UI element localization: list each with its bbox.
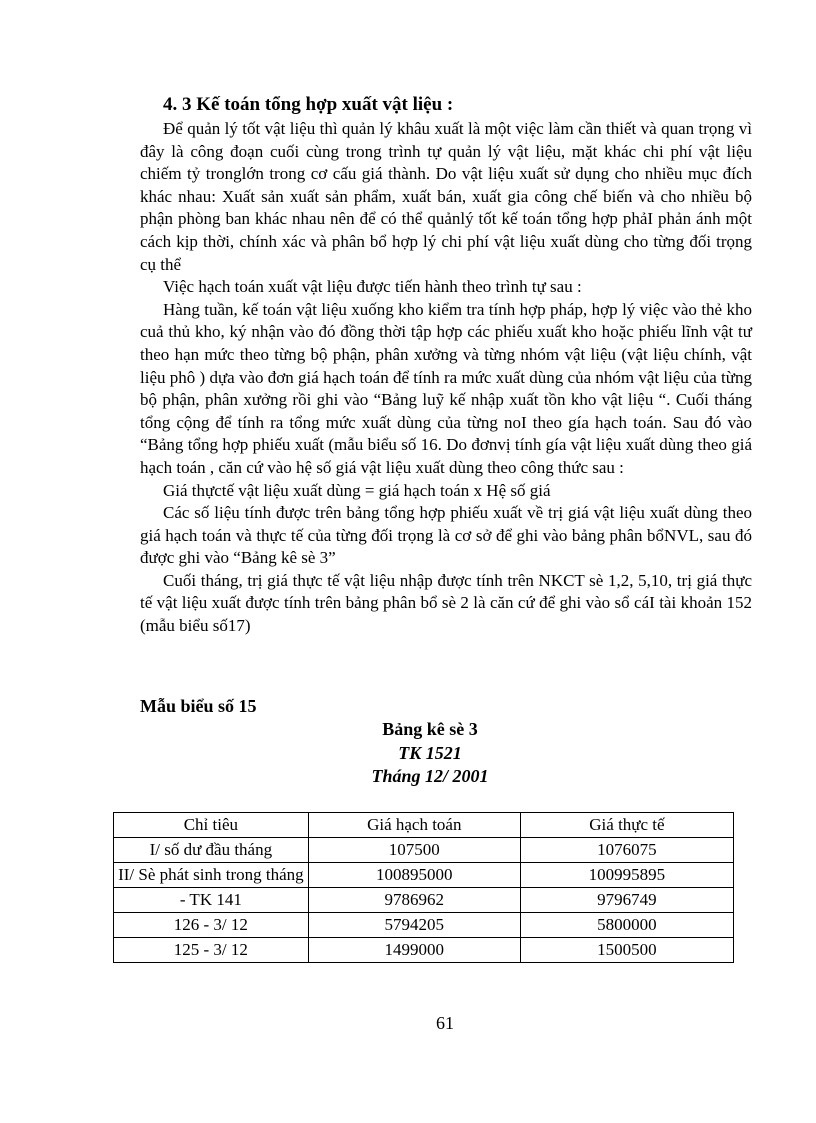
table-header-row: [114, 813, 734, 838]
table-cell: - TK 141: [114, 888, 309, 913]
table-cell: 9786962: [308, 888, 520, 913]
table-cell: 1499000: [308, 938, 520, 963]
paragraph: Việc hạch toán xuất vật liệu được tiến hành theo trình tự sau :: [163, 277, 582, 297]
table-cell: 100895000: [308, 863, 520, 888]
table-account: TK 1521: [398, 743, 462, 763]
table-cell: 9796749: [520, 888, 733, 913]
table-cell: 100995895: [520, 863, 733, 888]
form-label: Mẫu biểu số 15: [140, 696, 257, 716]
table-cell: 1500500: [520, 938, 733, 963]
column-header: Giá thực tế: [520, 813, 733, 838]
table-row: [114, 913, 734, 938]
paragraph: Giá thựctế vật liệu xuất dùng = giá hạch toán x Hệ số giá: [163, 480, 551, 500]
table-period: Tháng 12/ 2001: [371, 766, 489, 786]
page-number: 61: [436, 1013, 454, 1033]
table-cell: I/ số dư đầu tháng: [114, 838, 309, 863]
table-cell: 1076075: [520, 838, 733, 863]
table-row: [114, 888, 734, 913]
table-cell: 125 - 3/ 12: [114, 938, 309, 963]
paragraph: Cuối tháng, trị giá thực tế vật liệu nhập được tính trên NKCT sè 1,2, 5,10, trị giá thực tế vật liệu xuất được tính trên bảng phân bổ sè 2 là căn cứ để ghi vào sổ cáI tài khoản 152 (mẫu biểu số17): [140, 570, 752, 636]
table-row: [114, 863, 734, 888]
column-header: Chỉ tiêu: [114, 813, 309, 838]
section-heading: 4. 3 Kế toán tổng hợp xuất vật liệu :: [163, 94, 454, 115]
table-cell: 5800000: [520, 913, 733, 938]
table-cell: II/ Sè phát sinh trong tháng: [114, 863, 309, 888]
table-title: Bảng kê sè 3: [382, 719, 478, 739]
table-cell: 5794205: [308, 913, 520, 938]
table-row: [114, 838, 734, 863]
table-cell: 126 - 3/ 12: [114, 913, 309, 938]
column-header: Giá hạch toán: [308, 813, 520, 838]
paragraph: Để quản lý tốt vật liệu thì quản lý khâu xuất là một việc làm cần thiết và quan trọng vì đây là công đoạn cuối cùng trong trình tự quản lý vật liệu, mặt khác chi phí vật liệu chiếm tỷ tronglớn trong cơ cấu giá thành. Do vật liệu xuất sử dụng cho nhiều mục đích khác nhau: Xuất sản xuất sản phẩm, xuất bán, xuất gia công chế biến và cho nhiều bộ phận phòng ban khác nhau nên để có thể quảnlý tốt kế toán tổng hợp phảI phản ánh một cách kịp thời, chính xác và phân bổ hợp lý chi phí vật liệu xuất dùng cho từng đối trọng cụ thể: [140, 119, 752, 274]
paragraph: Hàng tuần, kế toán vật liệu xuống kho kiểm tra tính hợp pháp, hợp lý việc vào thẻ kho cuả thủ kho, ký nhận vào đó đồng thời tập hợp các phiếu xuất kho hoặc phiếu lĩnh vật tư theo hạn mức theo từng bộ phận, phân xưởng và từng nhóm vật liệu (vật liệu chính, vật liệu phô ) dựa vào đơn giá hạch toán để tính ra mức xuất dùng của nhóm vật liệu của từng bộ phận, phân xưởng rồi ghi vào “Bảng luỹ kế nhập xuất tồn kho vật liệu “. Cuối tháng tổng cộng để tính ra tổng mức xuất dùng của từng noI theo gía hạch toán. Sau đó vào “Bảng tổng hợp phiếu xuất (mẫu biểu số 16. Do đơnvị tính gía vật liệu xuất dùng theo giá hạch toán , căn cứ vào hệ số giá vật liệu xuất dùng theo công thức sau :: [140, 299, 752, 477]
paragraph: Các số liệu tính được trên bảng tổng hợp phiếu xuất về trị giá vật liệu xuất dùng theo giá hạch toán và thực tế của từng đối trọng là cơ sở để ghi vào bảng phân bổNVL, sau đó được ghi vào “Bảng kê sè 3”: [140, 503, 752, 568]
section-body: [140, 118, 752, 638]
table-cell: 107500: [308, 838, 520, 863]
ledger-table: [113, 812, 734, 963]
table-row: [114, 938, 734, 963]
